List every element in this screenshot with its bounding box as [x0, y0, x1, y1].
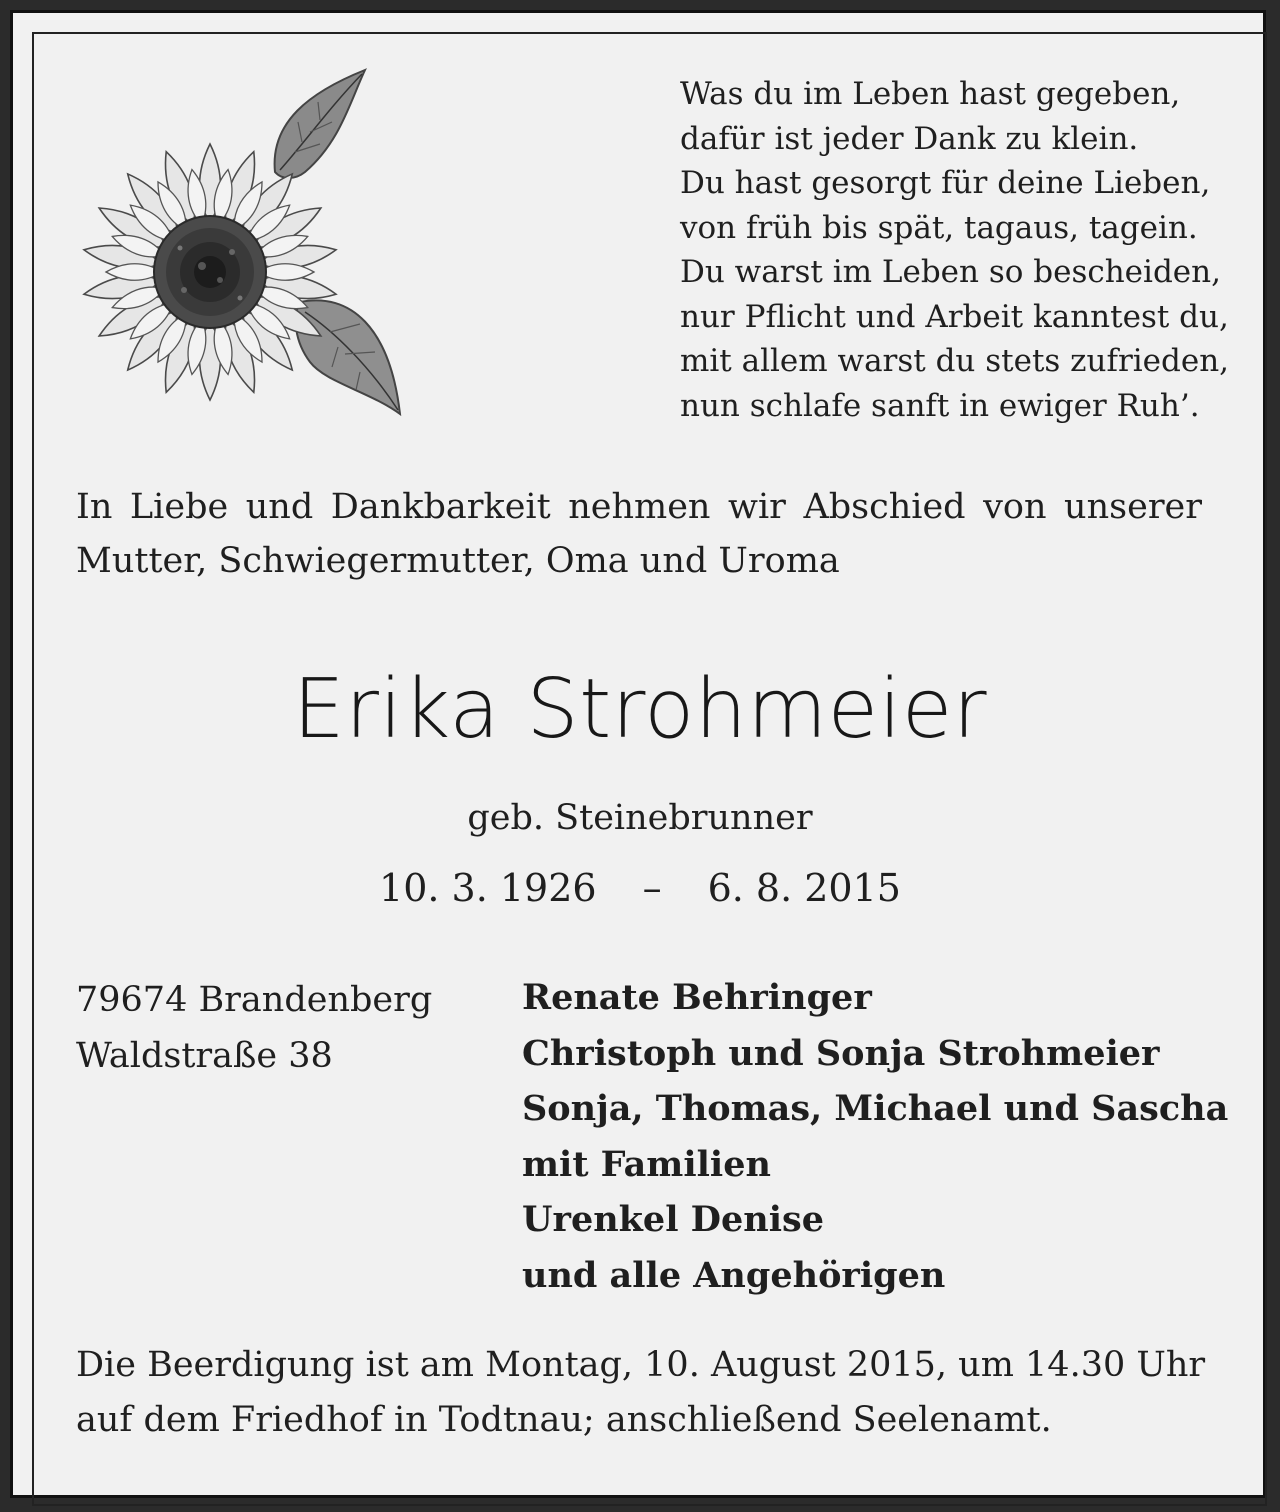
intro-line-2: Mutter, Schwiegermutter, Oma und Uroma	[76, 541, 840, 581]
poem-line: Was du im Leben hast gegeben,	[680, 76, 1181, 112]
address-street: Waldstraße 38	[76, 1036, 333, 1076]
date-separator: –	[642, 866, 662, 910]
poem-line: nur Pflicht und Arbeit kanntest du,	[680, 298, 1229, 335]
poem-line: Du warst im Leben so bescheiden,	[680, 254, 1221, 290]
mourner: Sonja, Thomas, Michael und Sascha	[522, 1088, 1229, 1129]
maiden-name: geb. Steinebrunner	[467, 798, 813, 838]
birth-date: 10. 3. 1926	[379, 866, 597, 910]
sunflower-icon	[70, 62, 410, 432]
funeral-line-2: auf dem Friedhof in Todtnau; anschließend Seelenamt.	[76, 1400, 1052, 1440]
intro-line-1: In Liebe und Dankbarkeit nehmen wir Abschied von unserer	[76, 487, 1202, 527]
mourner: Urenkel Denise	[522, 1199, 825, 1240]
poem-line: von früh bis spät, tagaus, tagein.	[680, 209, 1198, 246]
poem-line: mit allem warst du stets zufrieden,	[680, 343, 1230, 379]
life-dates	[0, 862, 1280, 914]
death-date: 6. 8. 2015	[707, 866, 901, 910]
poem-line: dafür ist jeder Dank zu klein.	[680, 120, 1139, 157]
mourner: mit Familien	[522, 1143, 771, 1185]
funeral-notice	[76, 1338, 1206, 1448]
deceased-name: Erika Strohmeier	[292, 662, 988, 757]
poem	[680, 72, 1240, 428]
mourner: und alle Angehörigen	[522, 1254, 946, 1296]
poem-line: nun schlafe sanft in ewiger Ruh’.	[680, 387, 1200, 424]
address-city: 79674 Brandenberg	[76, 980, 433, 1020]
address	[76, 972, 432, 1084]
intro-text	[76, 480, 1202, 588]
funeral-line-1: Die Beerdigung ist am Montag, 10. August 2015, um 14.30 Uhr	[76, 1345, 1206, 1385]
mourners-list	[522, 970, 1228, 1303]
mourner: Christoph und Sonja Strohmeier	[522, 1032, 1160, 1074]
mourner: Renate Behringer	[522, 977, 872, 1018]
poem-line: Du hast gesorgt für deine Lieben,	[680, 165, 1211, 201]
